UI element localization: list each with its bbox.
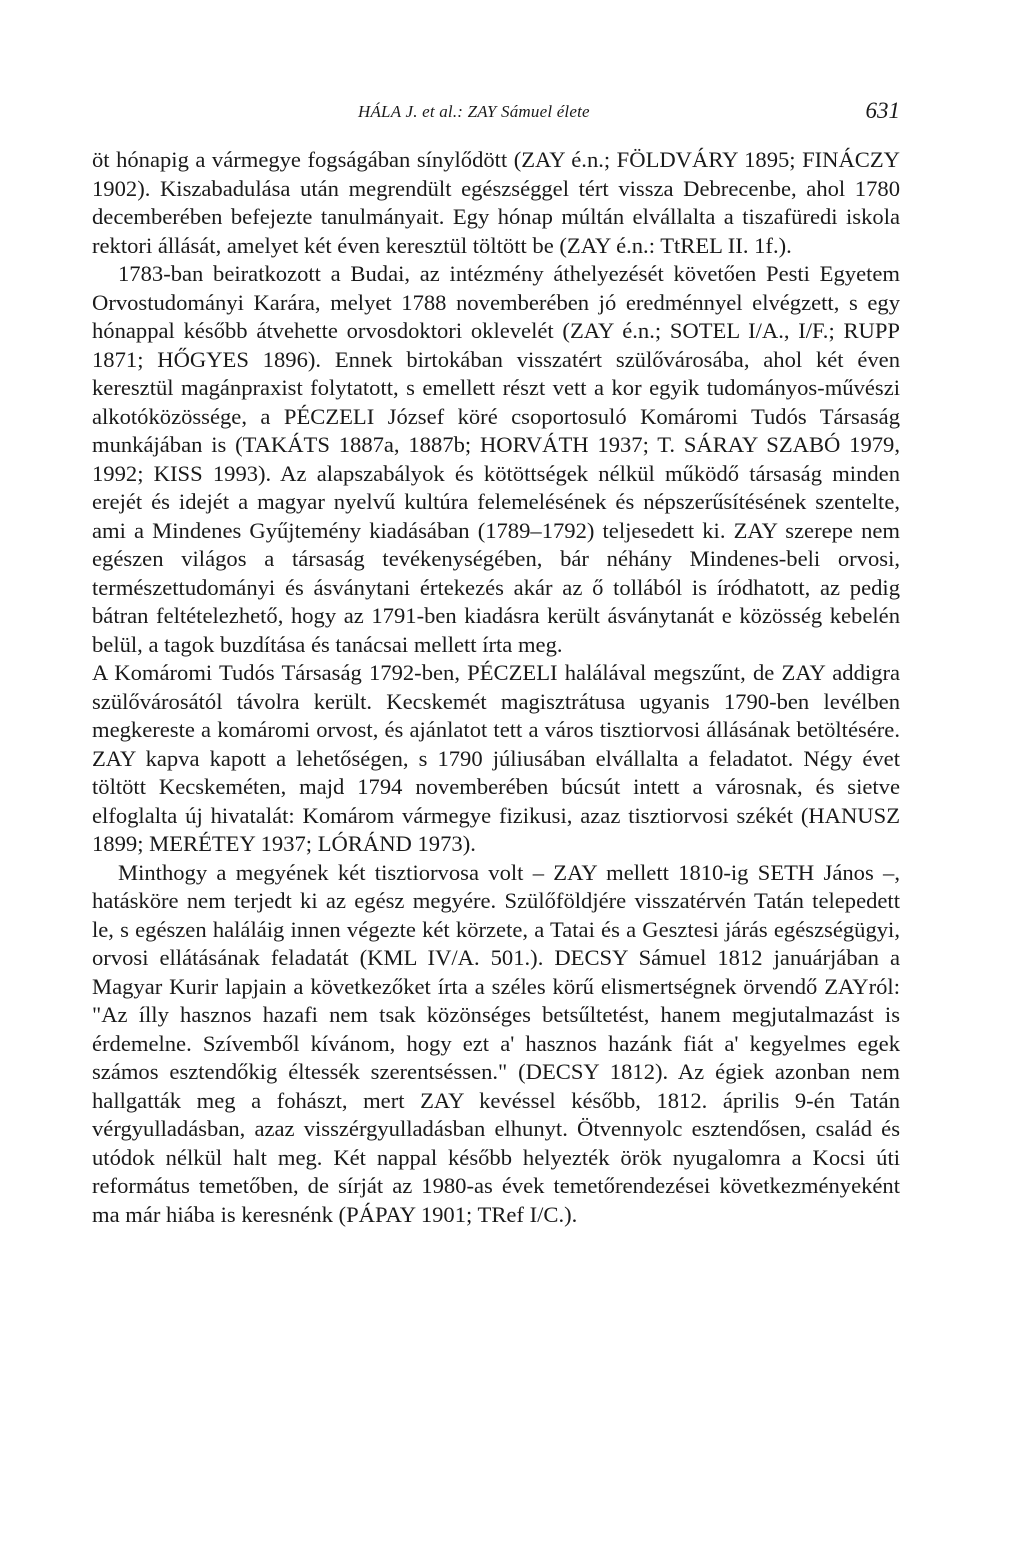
paragraph: A Komáromi Tudós Társaság 1792-ben, PÉCZELI halálával megszűnt, de ZAY addigra szülővárosától távolra került. Kecskemét magisztrátusa ugyanis 1790-ben levélben megkereste a komáromi orvost, és ajánlatot tett a város tisztiorvosi állásának betöltésére. ZAY kapva kapott a lehetőségen, s 1790 júliusában elvállalta a feladatot. Négy évet töltött Kecskeméten, majd 1794 novemberében búcsút intett a városnak, és sietve elfoglalta új hivatalát: Komárom vármegye fizikusi, azaz tisztiorvosi székét (HANUSZ 1899; MERÉTEY 1937; LÓRÁND 1973).	[92, 660, 900, 856]
paragraph: 1783-ban beiratkozott a Budai, az intézmény áthelyezését követően Pesti Egyetem Orvostudományi Karára, melyet 1788 novemberében jó eredménnyel elvégzett, s egy hónappal később átvehette orvosdoktori oklevelét (ZAY é.n.; SOTEL I/A., I/F.; RUPP 1871; HŐGYES 1896). Ennek birtokában visszatért szülővárosába, ahol két éven keresztül magánpraxist folytatott, s emellett részt vett a kor egyik tudományos-művészi alkotóközössége, a PÉCZELI József köré csoportosuló Komáromi Tudós Társaság munkájában is (TAKÁTS 1887a, 1887b; HORVÁTH 1937; T. SÁRAY SZABÓ 1979, 1992; KISS 1993). Az alapszabályok és kötöttségek nélkül működő társaság minden erejét és idejét a magyar nyelvű kultúra felemelésének és népszerűsítésének szentelte, ami a Mindenes Gyűjtemény kiadásában (1789–1792) teljesedett ki. ZAY szerepe nem egészen világos a társaság tevékenységében, bár néhány Mindenes-beli orvosi, természettudományi és ásványtani értekezés akár az ő tollából is íródhatott, az pedig bátran feltételezhető, hogy az 1791-ben kiadásra került ásványtanát e közösség kebelén belül, a tagok buzdítása és tanácsai mellett írta meg.	[92, 261, 900, 657]
paragraph: Minthogy a megyének két tisztiorvosa volt – ZAY mellett 1810-ig SETH János –, hatásköre nem terjedt ki az egész megyére. Szülőföldjére visszatérvén Tatán telepedett le, s egészen haláláig innen végezte két körzete, a Tatai és a Gesztesi járás egészségügyi, orvosi ellátásának feladatát (KML IV/A. 501.). DECSY Sámuel 1812 januárjában a Magyar Kurir lapjain a következőket írta a széles körű elismertségnek örvendő ZAYról: "Az ílly hasznos hazafi nem tsak közönséges betsűltetést, hanem megjutalmazást is érdemelne. Szívemből kívánom, hogy ezt a' hasznos hazánk fiát a' kegyelmes egek számos esztendőkig éltessék szerentséssen." (DECSY 1812). Az égiek azonban nem hallgatták meg a fohászt, mert ZAY kevéssel később, 1812. április 9-én Tatán vérgyulladásban, azaz visszérgyulladásban elhunyt. Ötvennyolc esztendősen, család és utódok nélkül halt meg. Két nappal később helyezték örök nyugalomra a Kocsi úti református temetőben, de sírját az 1980-as évek temetőrendezései következményeként ma már hiába is keresnénk (PÁPAY 1901; TRef I/C.).	[92, 859, 900, 1227]
running-title: HÁLA J. et al.: ZAY Sámuel élete	[358, 102, 590, 121]
running-header	[92, 98, 900, 138]
body-text	[92, 146, 900, 1229]
document-page	[92, 98, 900, 1229]
page-number: 631	[865, 98, 900, 123]
paragraph: öt hónapig a vármegye fogságában sínylődött (ZAY é.n.; FÖLDVÁRY 1895; FINÁCZY 1902). Kiszabadulása után megrendült egészséggel tért vissza Debrecenbe, ahol 1780 decemberében befejezte tanulmányait. Egy hónap múltán elvállalta a tiszafüredi iskola rektori állását, amelyet két éven keresztül töltött be (ZAY é.n.: TtREL II. 1f.).	[92, 147, 900, 258]
